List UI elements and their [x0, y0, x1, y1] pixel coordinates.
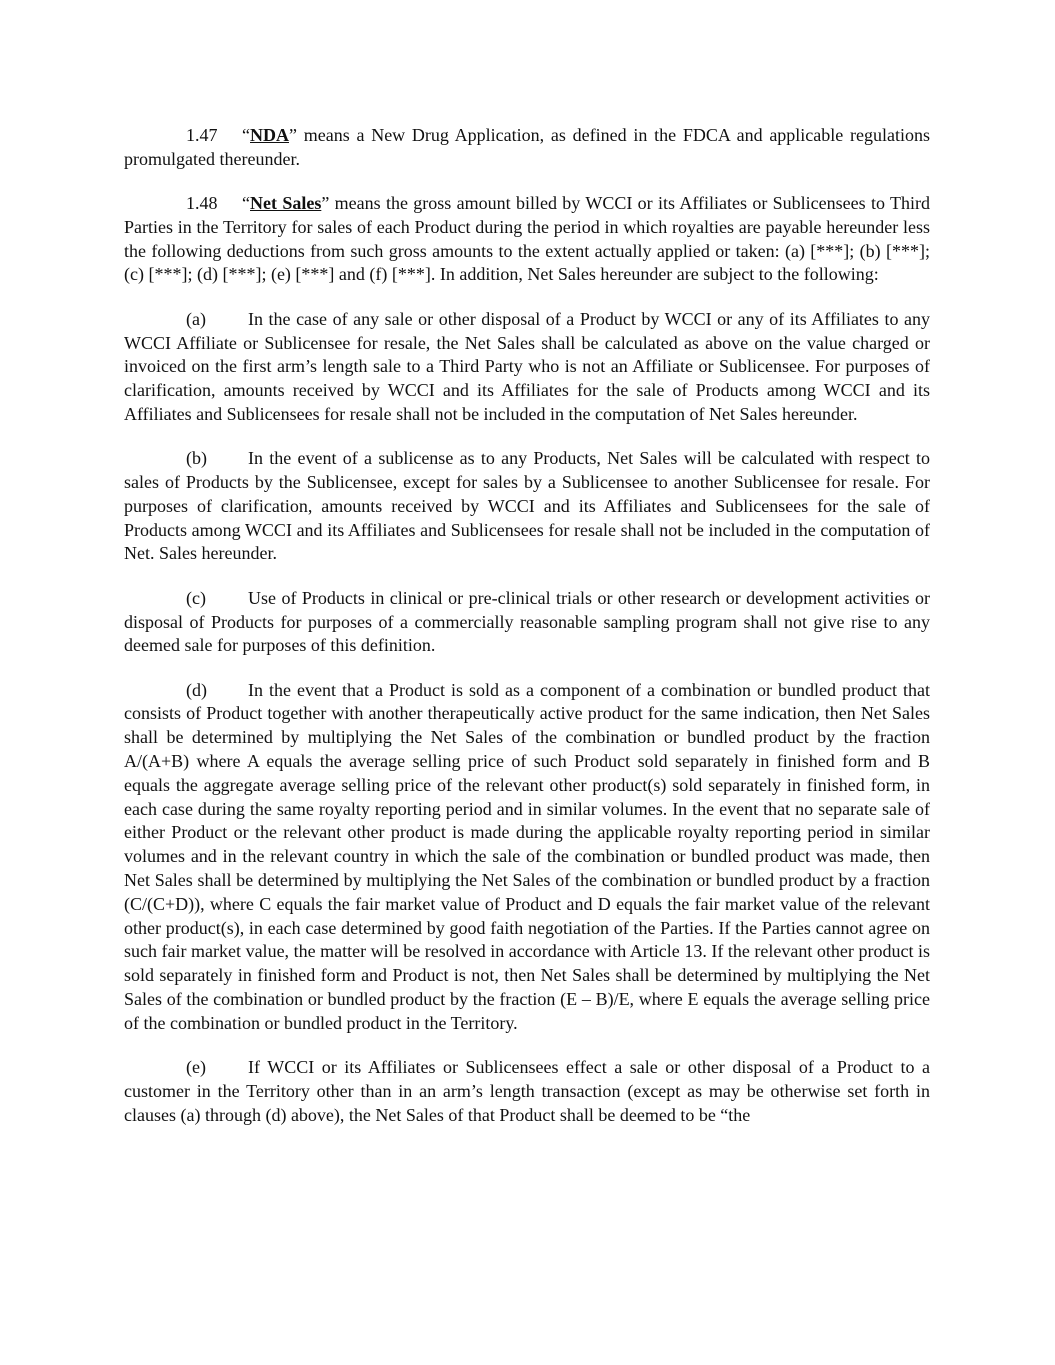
- clause-a: [124, 308, 930, 427]
- clause-label: (c): [186, 587, 206, 608]
- document-page: [124, 124, 930, 1127]
- clause-text: In the event of a sublicense as to any Products, Net Sales will be calculated with respect to sales of Products by the Sublicensee, except for sales by a Sublicensee to another Sublicensee for resale. For purposes of clarification, amounts received by WCCI and its Affiliates and Sublicensees for the sale of Products among WCCI and its Affiliates and Sublicensees for resale shall not be included in the computation of Net. Sales hereunder.: [124, 448, 930, 564]
- section-number: 1.48: [186, 193, 218, 214]
- clause-label: (e): [186, 1057, 206, 1078]
- section-number: 1.47: [186, 125, 218, 145]
- clause-text: In the case of any sale or other disposal of a Product by WCCI or any of its Affiliates to any WCCI Affiliate or Sublicensee for resale, the Net Sales shall be calculated as above on the value charged or invoiced on the first arm’s length sale to a Third Party who is not an Affiliate or Sublicensee. For purposes of clarification, amounts received by WCCI and its Affiliates for the sale of Products among WCCI and its Affiliates and Sublicensees for resale shall not be included in the computation of Net Sales hereunder.: [124, 308, 930, 424]
- clause-label: (a): [186, 308, 206, 329]
- defined-term-nda: NDA: [250, 125, 289, 145]
- section-text: ” means a New Drug Application, as defined in the FDCA and applicable regulations promulgated thereunder.: [124, 125, 930, 169]
- clause-label: (b): [186, 448, 207, 469]
- section-1-48: [124, 192, 930, 287]
- clause-label: (d): [186, 679, 207, 700]
- section-1-47: [124, 124, 930, 172]
- section-text: ” means the gross amount billed by WCCI or its Affiliates or Sublicensees to Third Parties in the Territory for sales of each Product during the period in which royalties are payable hereunder less the following deductions from such gross amounts to the extent actually applied or taken: (a) [***]; (b) [***]; (c) [***]; (d) [***]; (e) [***] and (f) [***]. In addition, Net Sales hereunder are subject to the following:: [124, 193, 930, 285]
- clause-text: If WCCI or its Affiliates or Sublicensees effect a sale or other disposal of a Product to a customer in the Territory other than in an arm’s length transaction (except as may be otherwise set forth in clauses (a) through (d) above), the Net Sales of that Product shall be deemed to be “the: [124, 1057, 930, 1125]
- clause-c: [124, 587, 930, 658]
- clause-text: In the event that a Product is sold as a component of a combination or bundled product that consists of Product together with another therapeutically active product for the same indication, then Net Sales shall be determined by multiplying the Net Sales of the combination or bundled product by the fraction A/(A+B) where A equals the average selling price of such Product sold separately in finished form and B equals the aggregate average selling price of the relevant other product(s) sold separately in finished form, in each case during the same royalty reporting period and in similar volumes. In the event that no separate sale of either Product or the relevant other product is made during the applicable royalty reporting period in similar volumes and in the relevant country in which the sale of the combination or bundled product was made, then Net Sales shall be determined by multiplying the Net Sales of the combination or bundled product by a fraction (C/(C+D)), where C equals the fair market value of Product and D equals the fair market value of the relevant other product(s), in each case determined by good faith negotiation of the Parties. If the Parties cannot agree on such fair market value, the matter will be resolved in accordance with Article 13. If the relevant other product is sold separately in finished form and Product is not, then Net Sales shall be determined by multiplying the Net Sales of the combination or bundled product by the fraction (E – B)/E, where E equals the average selling price of the combination or bundled product in the Territory.: [124, 679, 930, 1033]
- open-quote: “: [242, 193, 250, 214]
- open-quote: “: [242, 125, 250, 145]
- clause-d: [124, 679, 930, 1036]
- clause-b: [124, 447, 930, 566]
- clause-text: Use of Products in clinical or pre-clinical trials or other research or development activities or disposal of Products for purposes of a commercially reasonable sampling program shall not give rise to any deemed sale for purposes of this definition.: [124, 587, 930, 656]
- clause-e: [124, 1056, 930, 1127]
- defined-term-net-sales: Net Sales: [250, 193, 322, 214]
